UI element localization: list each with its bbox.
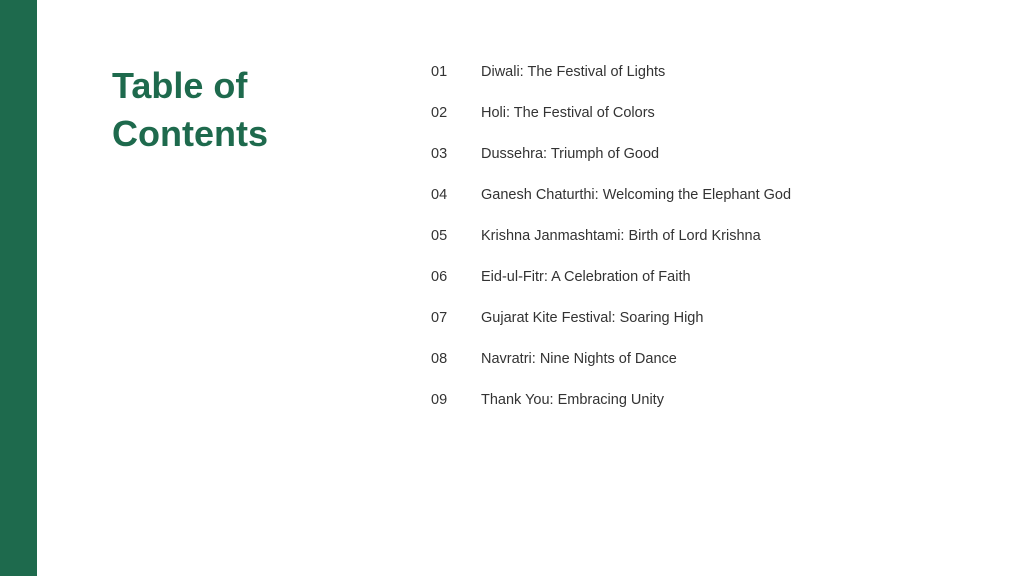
toc-item-text: Eid-ul-Fitr: A Celebration of Faith [481, 268, 691, 285]
toc-item-text: Dussehra: Triumph of Good [481, 145, 660, 162]
toc-item [431, 92, 1011, 133]
toc-item-text: Thank You: Embracing Unity [481, 391, 664, 408]
toc-item-number: 01 [431, 63, 448, 80]
toc-item [431, 133, 1011, 174]
toc-item [431, 215, 1011, 256]
toc-item-text: Ganesh Chaturthi: Welcoming the Elephant God [481, 186, 792, 203]
toc-item-number: 04 [431, 186, 448, 203]
toc-item [431, 338, 1011, 379]
toc-item-number: 07 [431, 309, 448, 326]
toc-item-text: Navratri: Nine Nights of Dance [481, 350, 677, 367]
toc-item-number: 09 [431, 391, 448, 408]
title-line-1: Table of [112, 65, 248, 106]
toc-list [431, 51, 1011, 420]
page-title [112, 62, 372, 158]
toc-item [431, 379, 1011, 420]
toc-item-number: 08 [431, 350, 448, 367]
toc-item-number: 03 [431, 145, 448, 162]
toc-item-text: Krishna Janmashtami: Birth of Lord Krishna [481, 227, 761, 244]
toc-item [431, 51, 1011, 92]
toc-item-number: 02 [431, 104, 448, 121]
title-line-2: Contents [112, 113, 268, 154]
toc-item-text: Gujarat Kite Festival: Soaring High [481, 309, 704, 326]
toc-item-text: Diwali: The Festival of Lights [481, 63, 666, 80]
toc-item-text: Holi: The Festival of Colors [481, 104, 655, 121]
left-accent-bar [0, 0, 37, 576]
toc-item [431, 256, 1011, 297]
toc-item [431, 297, 1011, 338]
toc-item-number: 06 [431, 268, 448, 285]
toc-item-number: 05 [431, 227, 448, 244]
toc-item [431, 174, 1011, 215]
